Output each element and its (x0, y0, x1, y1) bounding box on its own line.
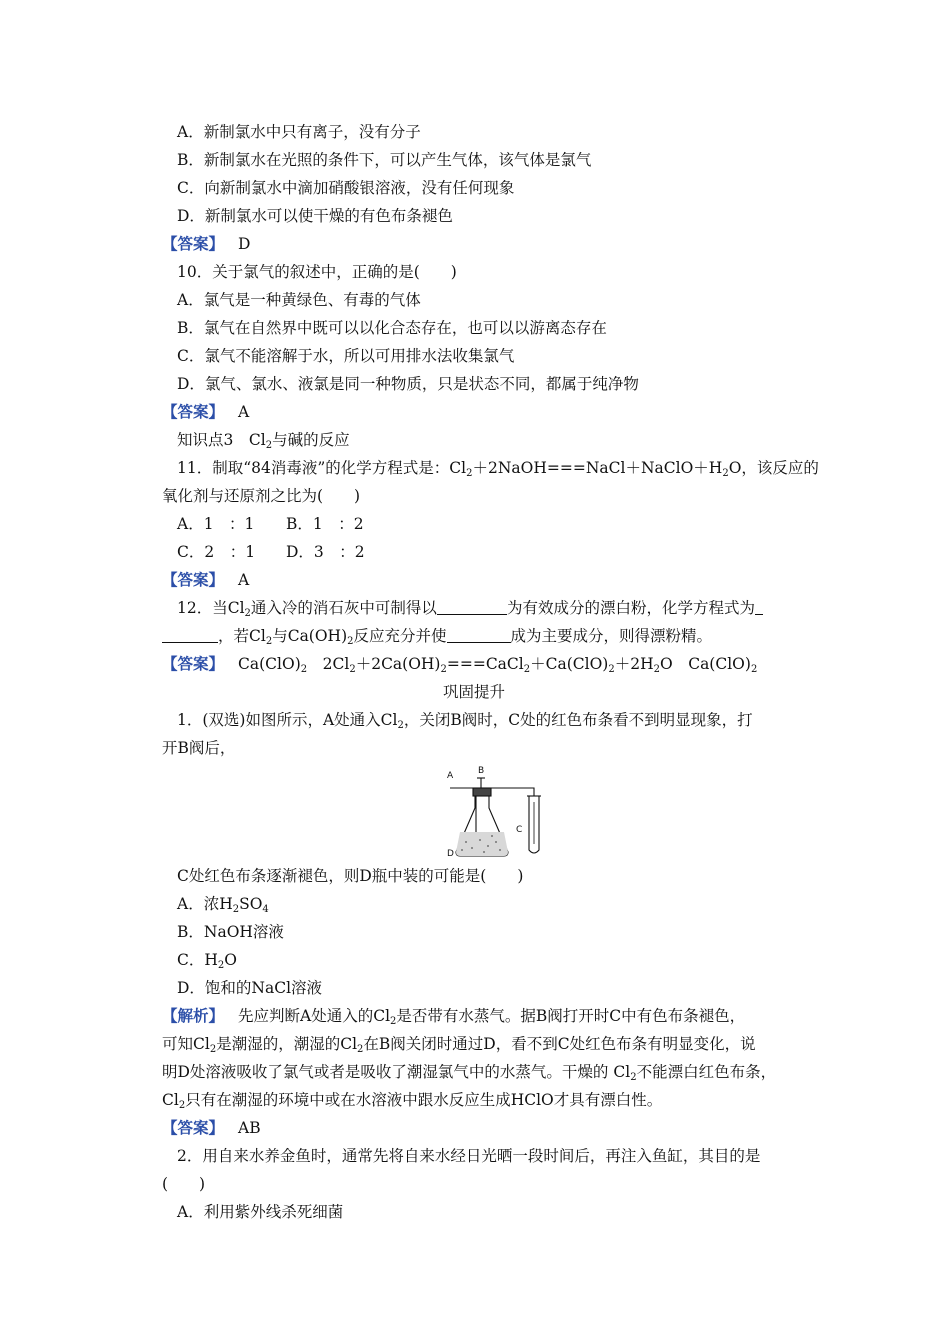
p1-option-c (177, 950, 237, 970)
answer-tag: 【答案】 (162, 402, 225, 421)
text: O Ca(ClO) (660, 655, 751, 673)
text: 11．制取“84消毒液”的化学方程式是：Cl (177, 459, 467, 477)
subscript: 2 (244, 608, 251, 619)
q10-stem: 10．关于氯气的叙述中，正确的是( ) (177, 263, 457, 281)
p1-analysis-line4 (162, 1090, 662, 1110)
text: 在B阀关闭时通过D，看不到C处红色布条有明显变化，说 (363, 1035, 756, 1053)
q9-option-c: C．向新制氯水中滴加硝酸银溶液，没有任何现象 (177, 179, 515, 197)
text: 与Ca(OH) (272, 627, 348, 645)
answer-value: AB (238, 1119, 261, 1137)
q9-answer (162, 234, 250, 254)
subscript: 2 (209, 1044, 217, 1055)
subscript: 2 (466, 468, 473, 479)
label-a: A (447, 771, 454, 781)
kp3-prefix: 知识点3 Cl (177, 431, 266, 449)
text: A．浓H (177, 895, 233, 913)
q9-option-a: A．新制氯水中只有离子，没有分子 (177, 123, 421, 141)
p2-stem-line2: ( ) (162, 1175, 206, 1193)
subscript: 2 (349, 664, 356, 675)
q11-option-d: D．3 ：2 (286, 543, 365, 561)
subscript: 2 (750, 664, 758, 675)
answer-tag: 【答案】 (162, 234, 225, 253)
p1-option-d: D．饱和的NaCl溶液 (177, 979, 323, 997)
subscript: 2 (523, 664, 531, 675)
text: 明D处溶液吸收了氯气或者是吸收了潮湿氯气中的水蒸气。干燥的 Cl (162, 1063, 631, 1081)
subscript: 2 (347, 636, 354, 647)
text: ＋2H (614, 655, 654, 673)
text: 是潮湿的，潮湿的Cl (216, 1035, 358, 1053)
subscript: 2 (217, 960, 225, 971)
q10-option-b: B．氯气在自然界中既可以以化合态存在，也可以以游离态存在 (177, 319, 607, 337)
q10-option-a: A．氯气是一种黄绿色、有毒的气体 (177, 291, 421, 309)
section-title: 巩固提升 (443, 683, 506, 701)
label-d: D (447, 849, 454, 859)
answer-value: Ca(ClO) (238, 655, 301, 673)
subscript: 2 (178, 1100, 186, 1111)
apparatus-figure (446, 762, 554, 862)
text: O (224, 951, 237, 969)
q12-stem-line2 (162, 626, 712, 646)
q11-stem-line2: 氧化剂与还原剂之比为( ) (162, 487, 361, 505)
p2-option-a: A．利用紫外线杀死细菌 (177, 1203, 344, 1221)
p1-analysis-line1 (162, 1006, 745, 1026)
fill-blank (755, 600, 763, 615)
q12-stem-line1 (177, 598, 763, 618)
q11-option-b: B．1 ：2 (286, 515, 364, 533)
text: 是否带有水蒸气。据B阀打开时C中有色布条褪色， (396, 1007, 746, 1025)
text: ，若Cl (218, 627, 266, 645)
answer-tag: 【答案】 (162, 1118, 225, 1137)
fill-blank (162, 628, 218, 643)
text: ===CaCl (446, 655, 524, 673)
fill-blank (437, 600, 507, 615)
q10-option-c: C．氯气不能溶解于水，所以可用排水法收集氯气 (177, 347, 515, 365)
subscript: 2 (630, 1072, 637, 1083)
text: ＋Ca(ClO) (530, 655, 609, 673)
q10-option-d: D．氯气、氯水、液氯是同一种物质，只是状态不同，都属于纯净物 (177, 375, 639, 393)
text: 反应充分并使 (353, 627, 447, 645)
subscript: 2 (440, 664, 447, 675)
subscript: 2 (357, 1044, 364, 1055)
kp3-suffix: 与碱的反应 (272, 431, 350, 449)
text: 成为主要成分，则得漂粉精。 (510, 627, 713, 645)
analysis-tag: 【解析】 (162, 1006, 225, 1025)
text: 1．(双选)如图所示，A处通入Cl (177, 711, 398, 729)
p1-option-b: B．NaOH溶液 (177, 923, 284, 941)
p1-stem-line2: 开B阀后， (162, 739, 236, 757)
text: 通入冷的消石灰中可制得以 (250, 599, 437, 617)
subscript: 2 (300, 664, 308, 675)
q11-option-a: A．1 ：1 (177, 515, 255, 533)
text: 为有效成分的漂白粉，化学方程式为 (506, 599, 755, 617)
q9-option-b: B．新制氯水在光照的条件下，可以产生气体，该气体是氯气 (177, 151, 592, 169)
p1-analysis-line3 (162, 1062, 776, 1082)
answer-value: A (238, 403, 250, 421)
q11-answer (162, 570, 249, 590)
label-b: B (478, 766, 485, 776)
text: 12．当Cl (177, 599, 245, 617)
subscript: 2 (232, 904, 240, 915)
subscript: 2 (608, 664, 615, 675)
p1-analysis-line2 (162, 1034, 756, 1054)
p1-stem-line3: C处红色布条逐渐褪色，则D瓶中装的可能是( ) (177, 867, 524, 885)
subscript: 4 (262, 904, 269, 915)
q12-answer (162, 654, 757, 674)
subscript: 2 (265, 440, 273, 451)
text: 2Cl (322, 655, 350, 673)
subscript: 2 (653, 664, 660, 675)
text: O，该反应的 (728, 459, 819, 477)
knowledge-point-3 (177, 430, 350, 450)
fill-blank (447, 628, 511, 643)
text: 不能漂白红色布条， (636, 1063, 777, 1081)
p1-stem-line1 (177, 710, 753, 730)
subscript: 2 (265, 636, 273, 647)
text: 先应判断A处通入的Cl (238, 1007, 391, 1025)
subscript: 2 (390, 1016, 397, 1027)
q10-answer (162, 402, 249, 422)
q9-option-d: D．新制氯水可以使干燥的有色布条褪色 (177, 207, 453, 225)
text: ＋2Ca(OH) (355, 655, 441, 673)
text: Cl (162, 1091, 179, 1109)
subscript: 2 (722, 468, 729, 479)
p2-stem-line1: 2．用自来水养金鱼时，通常先将自来水经日光晒一段时间后，再注入鱼缸，其目的是 (177, 1147, 761, 1165)
q11-stem-line1 (177, 458, 819, 478)
text: ，关闭B阀时，C处的红色布条看不到明显现象，打 (403, 711, 753, 729)
p1-answer (162, 1118, 261, 1138)
text: 只有在潮湿的环境中或在水溶液中跟水反应生成HClO才具有漂白性。 (185, 1091, 663, 1109)
answer-tag: 【答案】 (162, 654, 225, 673)
text: C．H (177, 951, 218, 969)
q11-option-c: C．2 ：1 (177, 543, 256, 561)
text: 可知Cl (162, 1035, 210, 1053)
answer-value: A (238, 571, 250, 589)
subscript: 2 (397, 720, 404, 731)
text: ＋2NaOH===NaCl＋NaClO＋H (472, 459, 723, 477)
label-c: C (516, 825, 523, 835)
answer-value: D (238, 235, 251, 253)
p1-option-a (177, 894, 269, 914)
answer-tag: 【答案】 (162, 570, 225, 589)
text: SO (239, 895, 263, 913)
